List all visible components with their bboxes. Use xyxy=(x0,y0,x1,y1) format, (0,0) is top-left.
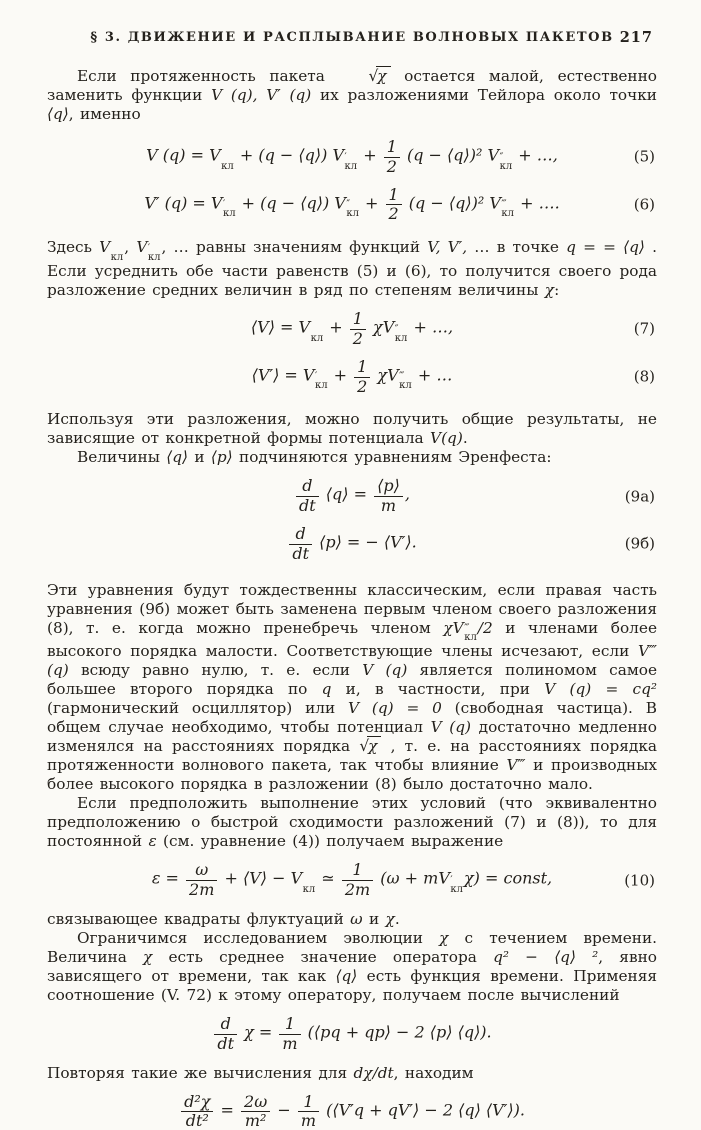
equation-number: (9б) xyxy=(624,534,655,553)
equation-body: $\frac{d}{dt}$ χ = $\frac{1}{m}$ (⟨pq + qp⟩ − 2 ⟨p⟩ ⟨q⟩). xyxy=(212,1016,491,1053)
paragraph-classical-equivalence: Эти уравнения будут тождественны классическим, если правая часть уравнения (9б) может быть заменена первым членом своего разложения (8), т. е. когда можно пренебречь членом χV ‴ кл /2 и членами более высокого порядка малости. Соответствующие члены исчезают, если V‴ (q) всюду равно нулю, т. е. если V (q) является полиномом самое большее второго порядка по q и, в частности, при V (q) = cq² (гармонический осциллятор) или V (q) = 0 (свободная частица). В общем случае необходимо, чтобы потенциал V (q) достаточно медленно изменялся на расстояниях порядка √χ , т. е. на расстояниях порядка протяженности волнового пакета, так чтобы влияние V‴ и производных более высокого порядка в разложении (8) было достаточно мало. xyxy=(47,580,658,794)
paragraph-here-vkl: Здесь V кл , V ′ кл , … равны значениям функций V, V′, … в точке q = = ⟨q⟩ . Если усреднить обе части равенств (5) и (6), то получится своего рода разложение средних величин в ряд по степеням величины χ: xyxy=(47,238,657,300)
equation-9a xyxy=(47,478,657,515)
running-head xyxy=(47,28,657,47)
equation-body: $\frac{\text{d²χ}}{\text{dt²}}$ = $\frac{2\omega}{\text{m²}}$ − $\frac{1}{m}$ (⟨V′q + qV′⟩ − 2 ⟨q⟩ ⟨V′⟩). xyxy=(179,1094,525,1130)
equation-body: ⟨V⟩ = V кл + $\frac{1}{2}$ χV ″ кл + …, xyxy=(250,309,454,348)
equation-number: (6) xyxy=(633,195,655,214)
paragraph-fluctuations: связывающее квадраты флуктуаций ω и χ. xyxy=(47,910,400,929)
equation-number: (5) xyxy=(633,147,655,166)
equation-d2chi-dt2 xyxy=(47,1091,657,1130)
equation-body: ⟨V′⟩ = V ′ кл + $\frac{1}{2}$ χV ‴ кл + … xyxy=(251,356,453,396)
equation-8 xyxy=(47,356,657,396)
equation-number: (9а) xyxy=(624,487,655,506)
paragraph-chi-evolution: Ограничимся исследованием эволюции χ с течением времени. Величина χ есть среднее значение оператора q² − ⟨q⟩ ², явно зависящего от времени, так как ⟨q⟩ есть функция времени. Применяя соотношение (V. 72) к этому оператору, получаем после вычислений xyxy=(47,929,658,1005)
page-number: 217 xyxy=(619,29,653,46)
section-heading: § 3. ДВИЖЕНИЕ И РАСПЛЫВАНИЕ ВОЛНОВЫХ ПАКЕТОВ xyxy=(90,30,614,45)
spacer xyxy=(47,124,657,128)
equation-7 xyxy=(47,311,657,348)
equation-body: ε = $\frac{\omega}{2m}$ + ⟨V⟩ − V кл ≃ $\frac{1}{2m}$ (ω + mV ′ кл χ) = const, xyxy=(151,860,553,900)
paragraph-using-expansions: Используя эти разложения, можно получить общие результаты, не зависящие от конкретной формы потенциала V(q). xyxy=(47,410,657,448)
equation-body: V (q) = V кл + (q − ⟨q⟩) V ′ кл + $\frac{1}{2}$ (q − ⟨q⟩)² V ″ кл + …, xyxy=(146,137,558,176)
equation-9b xyxy=(47,523,657,563)
equation-body: $\frac{d}{dt}$ ⟨q⟩ = $\frac{⟨p⟩}{m}$ , xyxy=(294,478,410,515)
equation-6 xyxy=(47,184,657,224)
paragraph-repeating: Повторяя такие же вычисления для dχ/dt, находим xyxy=(47,1063,474,1082)
paragraph-intro: Если протяженность пакета √χ остается малой, естественно заменить функции V (q), V′ (q) их разложениями Тейлора около точки ⟨q⟩, именно xyxy=(47,67,657,123)
paragraph-ehrenfest-intro: Величины ⟨q⟩ и ⟨p⟩ подчиняются уравнениям Эренфеста: xyxy=(77,448,552,467)
equation-dchi-dt xyxy=(47,1016,657,1053)
equation-body: V′ (q) = V ′ кл + (q − ⟨q⟩) V ″ кл + $\frac{1}{2}$ (q − ⟨q⟩)² V ‴ кл + …. xyxy=(144,184,560,224)
equation-body: $\frac{d}{dt}$ ⟨p⟩ = − ⟨V′⟩. xyxy=(287,526,416,563)
equation-number: (10) xyxy=(624,871,655,890)
equation-number: (7) xyxy=(633,319,655,338)
equation-5 xyxy=(47,139,657,176)
equation-number: (8) xyxy=(633,367,655,386)
paragraph-conditions: Если предположить выполнение этих условий (что эквивалентно предположению о быстрой сходимости разложений (7) и (8)), то для постоянной ε (см. уравнение (4)) получаем выражение xyxy=(47,794,657,851)
spacer xyxy=(47,574,657,581)
equation-10 xyxy=(47,862,657,899)
